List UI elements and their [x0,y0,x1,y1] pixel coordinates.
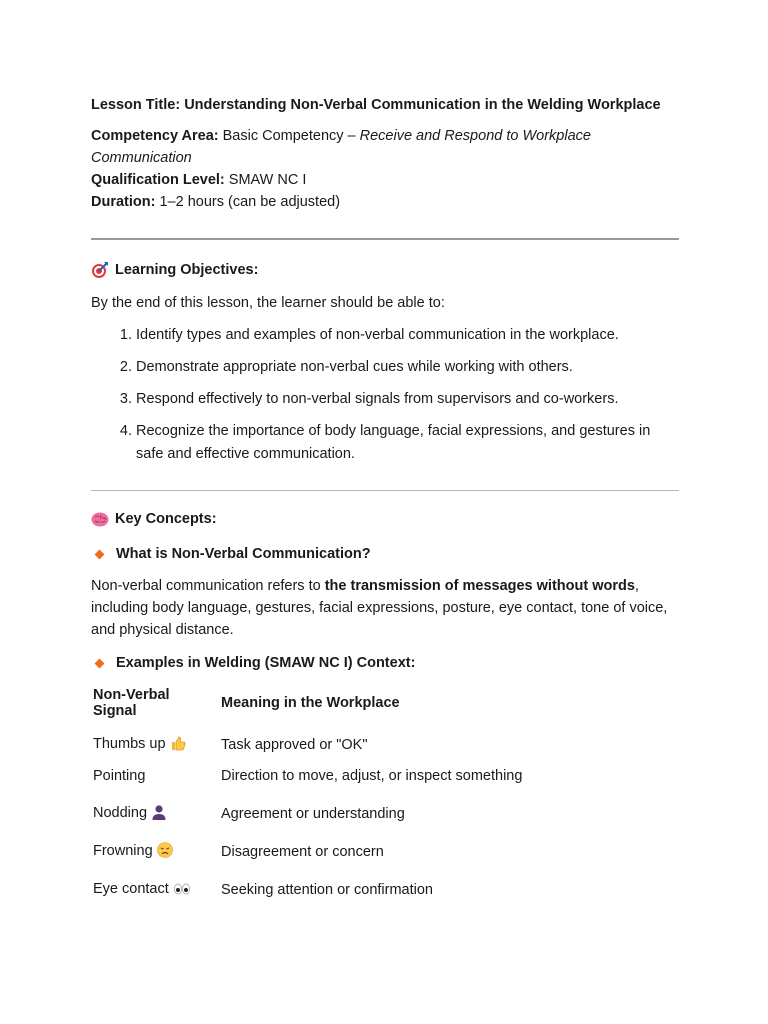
table-row [91,719,524,757]
lesson-title: Lesson Title: Understanding Non-Verbal Communication in the Welding Workplace [91,97,661,113]
orange-diamond-icon [95,549,105,559]
objective-item: 1. Identify types and examples of non-verbal communication in the workplace. [136,324,679,347]
definition-text-start: Non-verbal communication refers to [91,578,325,594]
subheading-definition-text: What is Non-Verbal Communication? [116,546,371,562]
qualification-line [91,169,679,191]
duration-value: 1–2 hours (can be adjusted) [159,194,341,210]
meaning-cell: Agreement or understanding [221,806,405,822]
target-icon [91,261,109,279]
signal-text: Thumbs up [93,736,166,752]
person-silhouette-icon [151,804,167,824]
signal-cell [91,719,219,757]
subheading-examples [91,652,679,674]
signal-cell [91,871,219,909]
thumbs-up-icon [170,735,186,755]
duration-line [91,191,679,213]
signal-cell [91,795,219,833]
table-header-meaning: Meaning in the Workplace [221,695,400,711]
duration-label: Duration: [91,194,156,210]
definition-paragraph [91,575,679,641]
table-header-signal: Non-Verbal Signal [93,687,170,719]
meaning-cell: Direction to move, adjust, or inspect something [221,768,523,784]
concepts-heading-text: Key Concepts: [115,511,217,527]
qualification-value: SMAW NC I [228,172,307,188]
competency-line [91,125,679,169]
competency-italic: Receive and Respond to Workplace Communication [91,128,591,166]
table-row [91,757,524,795]
qualification-label: Qualification Level: [91,172,225,188]
signal-text: Frowning [93,843,153,859]
table-row [91,871,524,909]
eyes-icon [173,882,191,900]
signal-text: Nodding [93,805,148,821]
meaning-cell: Disagreement or concern [221,844,384,860]
objectives-heading [91,259,679,281]
objectives-intro: By the end of this lesson, the learner should be able to: [91,295,445,311]
concepts-heading [91,508,679,530]
orange-diamond-icon [95,658,105,668]
objective-item: 2. Demonstrate appropriate non-verbal cues while working with others. [136,356,679,379]
competency-label: Competency Area: [91,128,219,144]
objectives-heading-text: Learning Objectives: [115,262,259,278]
signal-cell [91,757,219,795]
meaning-cell: Task approved or "OK" [221,737,368,753]
lesson-page [91,94,679,909]
brain-icon [91,510,109,528]
table-header-row [91,687,524,719]
meaning-cell: Seeking attention or confirmation [221,882,433,898]
definition-text-bold: the transmission of messages without words [324,578,635,594]
frowning-face-icon [157,842,173,862]
objectives-list [91,324,679,465]
table-row [91,795,524,833]
signals-table [91,687,524,909]
subheading-definition [91,543,679,565]
objective-item: 4. Recognize the importance of body language, facial expressions, and gestures in safe and effective communication. [136,420,679,465]
signal-cell [91,833,219,871]
signal-text: Eye contact [93,880,169,897]
definition-text-end: , including body language, gestures, facial expressions, posture, eye contact, tone of voice, and physical distance. [91,578,668,638]
objective-item: 3. Respond effectively to non-verbal signals from supervisors and co-workers. [136,388,679,411]
table-row [91,833,524,871]
subheading-examples-text: Examples in Welding (SMAW NC I) Context: [116,655,416,671]
signal-text: Pointing [93,768,146,784]
competency-value: Basic Competency – [222,128,360,144]
